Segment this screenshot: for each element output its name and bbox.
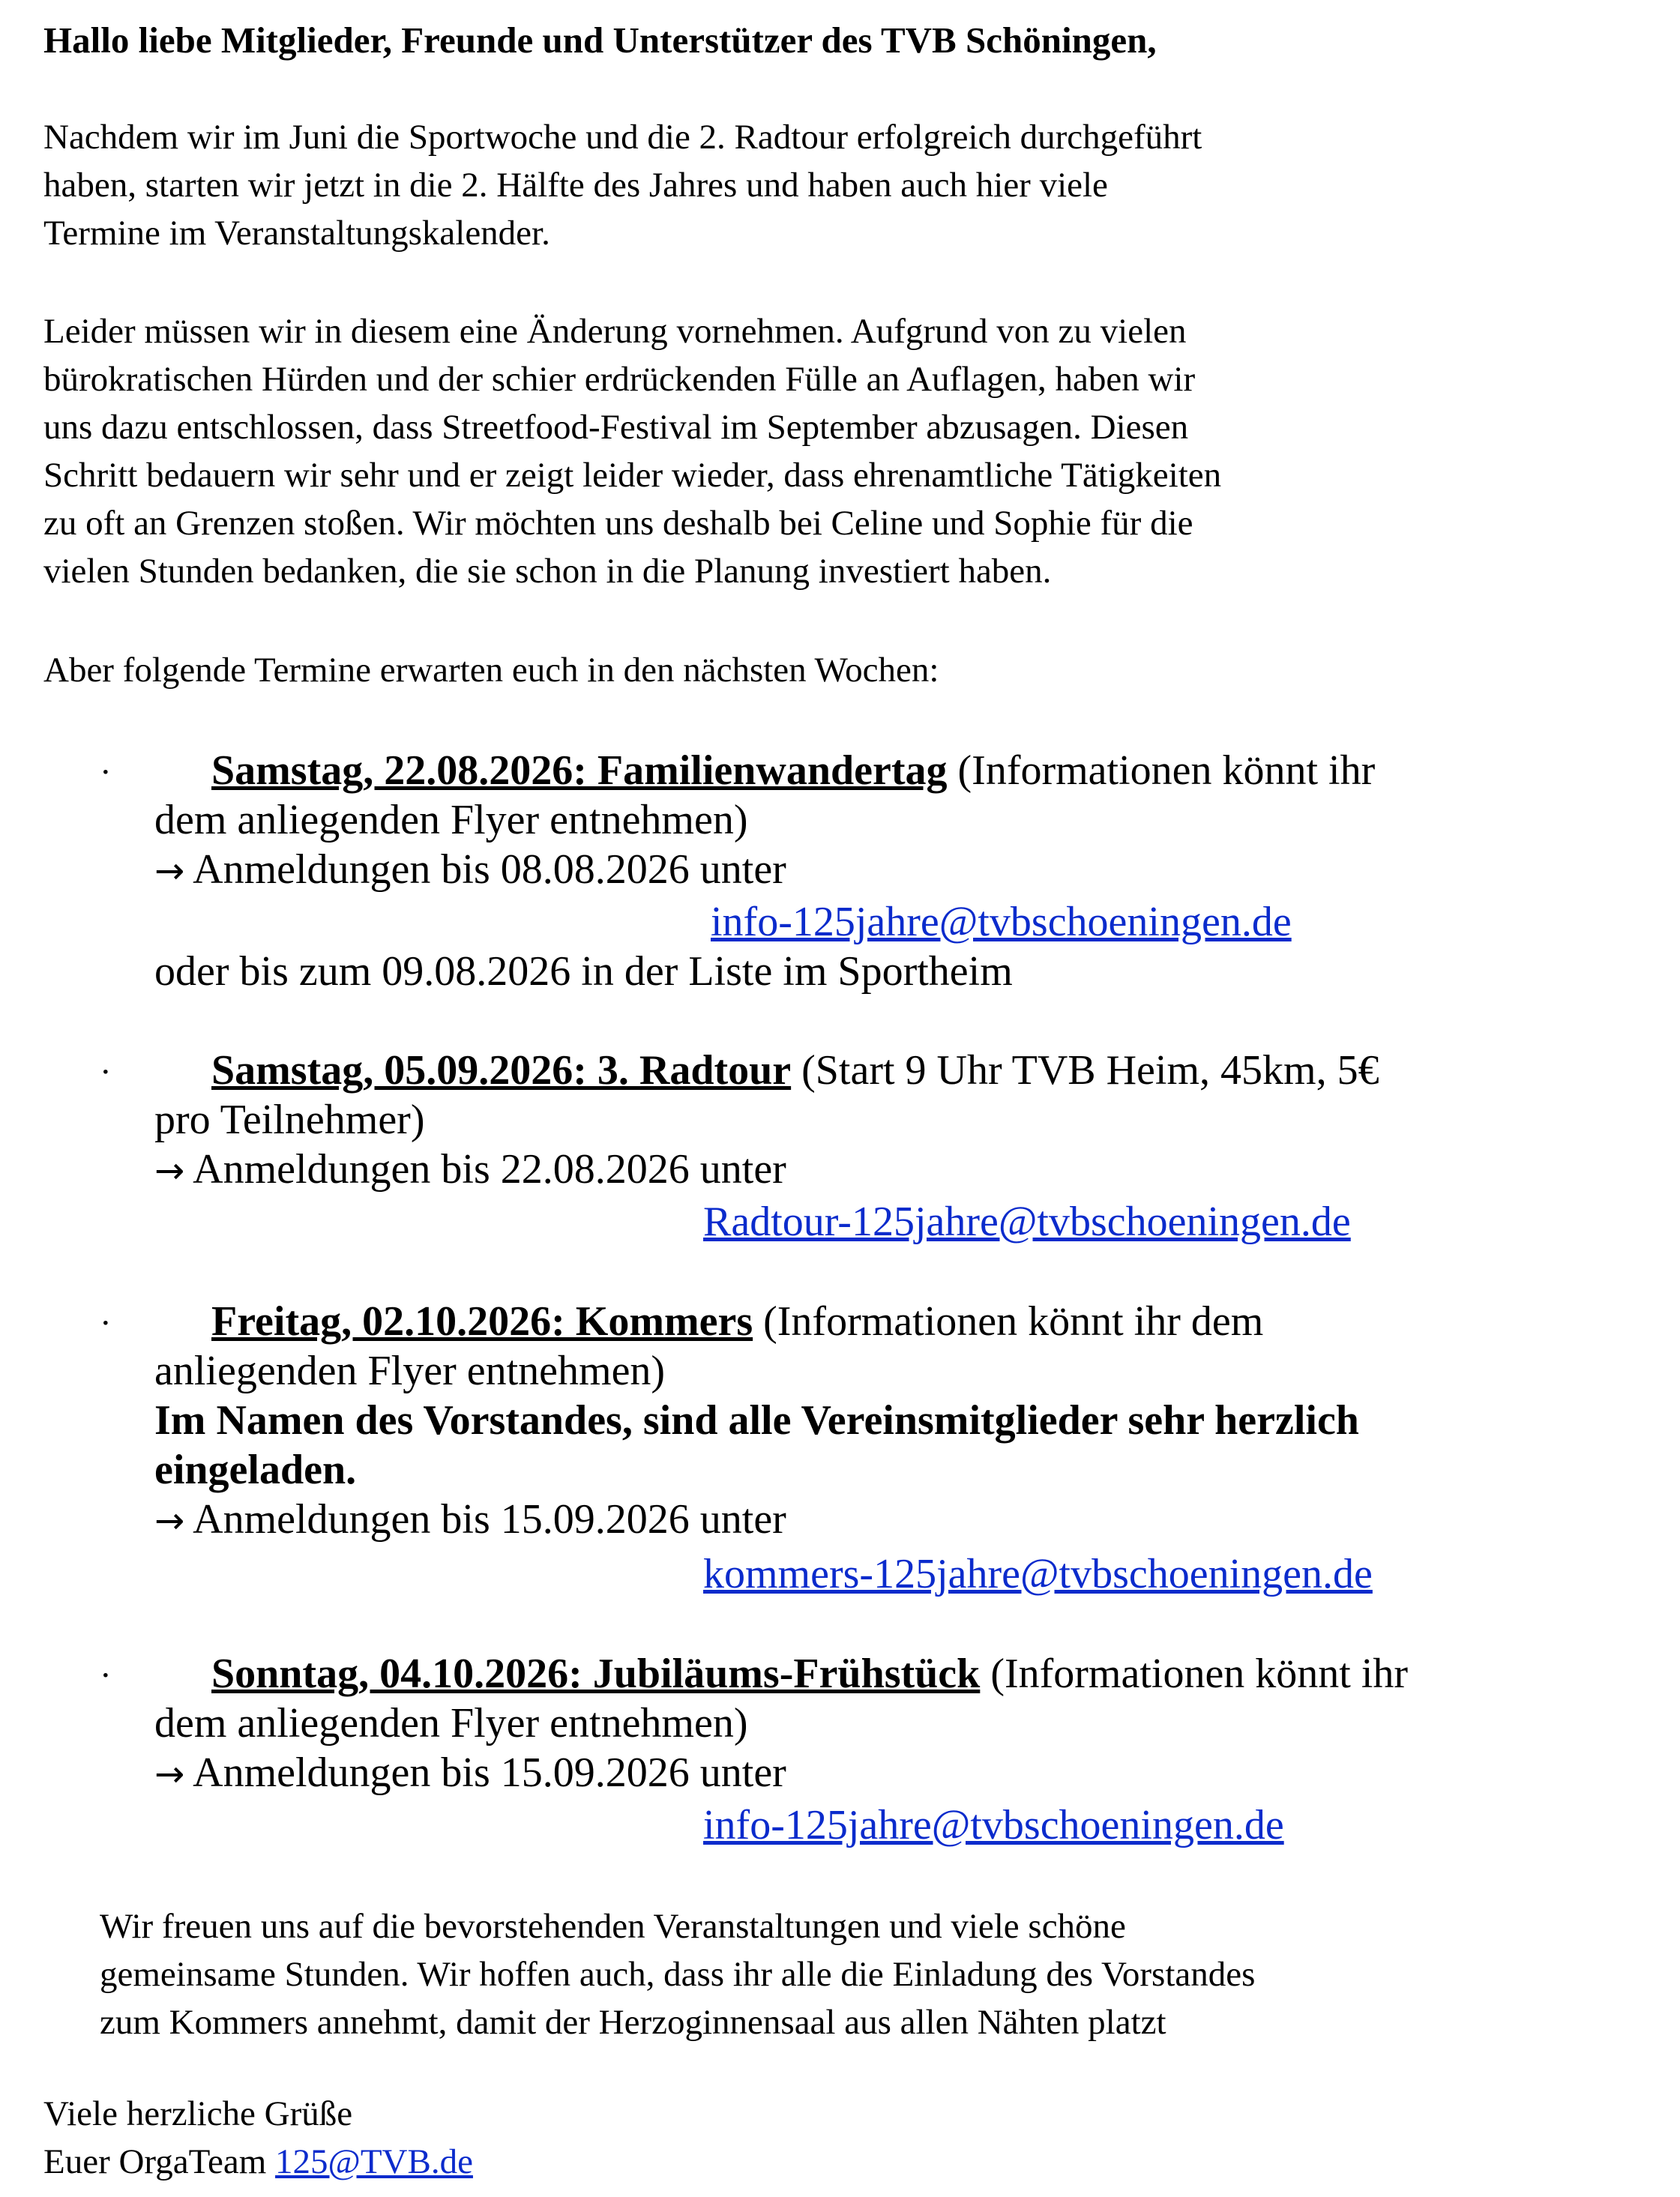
notice-line: Schritt bedauern wir sehr und er zeigt leider wieder, dass ehrenamtliche Tätigkeiten [43,456,1222,495]
registration-email-link[interactable]: info-125jahre@tvbschoeningen.de [711,899,1292,945]
intro-line: Nachdem wir im Juni die Sportwoche und die 2. Radtour erfolgreich durchgeführt [43,118,1202,157]
registration-email-link[interactable]: kommers-125jahre@tvbschoeningen.de [703,1551,1373,1597]
signoff-team: Euer OrgaTeam [43,2142,276,2181]
events-intro: Aber folgende Termine erwarten euch in den nächsten Wochen: [43,651,939,690]
notice-line: zu oft an Grenzen stoßen. Wir möchten uns deshalb bei Celine und Sophie für die [43,504,1193,543]
change-notice-paragraph [43,307,1618,595]
event-title: Freitag, 02.10.2026: Kommers [211,1298,753,1345]
arrow-right-icon: → [154,1500,185,1542]
arrow-right-icon: → [154,1150,185,1192]
intro-line: Termine im Veranstaltungskalender. [43,214,550,253]
event-title: Samstag, 05.09.2026: 3. Radtour [211,1047,792,1094]
event-title: Samstag, 22.08.2026: Familienwandertag [211,747,948,794]
intro-paragraph [43,113,1618,257]
greeting-heading: Hallo liebe Mitglieder, Freunde und Unterstützer des TVB Schöningen, [43,19,1157,61]
event-extra: oder bis zum 09.08.2026 in der Liste im Sportheim [154,948,1013,995]
event-description-cont: dem anliegenden Flyer entnehmen) [154,1700,748,1747]
invitation-text-cont: eingeladen. [154,1447,357,1493]
bullet-icon: · [100,1656,112,1695]
registration-text: Anmeldungen bis 08.08.2026 unter [193,846,786,893]
event-text [154,1297,1504,1546]
bullet-icon: · [100,1052,112,1091]
closing-line: gemeinsame Stunden. Wir hoffen auch, dass ihr alle die Einladung des Vorstandes [100,1955,1256,1994]
registration-email-link[interactable]: info-125jahre@tvbschoeningen.de [703,1802,1284,1848]
event-description: (Informationen könnt ihr dem [753,1298,1264,1345]
closing-paragraph [100,1902,1524,2046]
bullet-icon: · [100,1304,112,1342]
registration-email-link[interactable]: Radtour-125jahre@tvbschoeningen.de [703,1199,1351,1245]
registration-text: Anmeldungen bis 15.09.2026 unter [193,1750,786,1796]
event-description: (Start 9 Uhr TVB Heim, 45km, 5€ [791,1047,1379,1094]
event-text [154,746,1504,896]
invitation-text: Im Namen des Vorstandes, sind alle Vereinsmitglieder sehr herzlich [154,1397,1359,1444]
notice-line: Leider müssen wir in diesem eine Änderung vornehmen. Aufgrund von zu vielen [43,312,1187,351]
registration-text: Anmeldungen bis 22.08.2026 unter [193,1146,786,1193]
closing-line: Wir freuen uns auf die bevorstehenden Veranstaltungen und viele schöne [100,1907,1126,1946]
team-email-link[interactable]: 125@TVB.de [275,2142,473,2181]
registration-text: Anmeldungen bis 15.09.2026 unter [193,1496,786,1543]
event-description: (Informationen könnt ihr [980,1651,1409,1697]
event-text [154,1046,1504,1196]
intro-line: haben, starten wir jetzt in die 2. Hälfte des Jahres und haben auch hier viele [43,166,1108,205]
notice-line: vielen Stunden bedanken, die sie schon in die Planung investiert haben. [43,552,1052,591]
signoff-greeting: Viele herzliche Grüße [43,2094,353,2133]
event-description: (Informationen könnt ihr [947,747,1376,794]
signoff [43,2090,1618,2186]
closing-line: zum Kommers annehmt, damit der Herzoginnensaal aus allen Nähten platzt [100,2003,1166,2042]
notice-line: uns dazu entschlossen, dass Streetfood-Festival im September abzusagen. Diesen [43,408,1189,447]
event-description-cont: pro Teilnehmer) [154,1097,425,1143]
arrow-right-icon: → [154,850,185,892]
event-description-cont: dem anliegenden Flyer entnehmen) [154,797,748,843]
notice-line: bürokratischen Hürden und der schier erdrückenden Fülle an Auflagen, haben wir [43,360,1196,399]
arrow-right-icon: → [154,1753,185,1795]
bullet-icon: · [100,753,112,792]
event-description-cont: anliegenden Flyer entnehmen) [154,1348,666,1394]
event-title: Sonntag, 04.10.2026: Jubiläums-Frühstück [211,1651,981,1697]
event-text [154,1649,1504,1799]
